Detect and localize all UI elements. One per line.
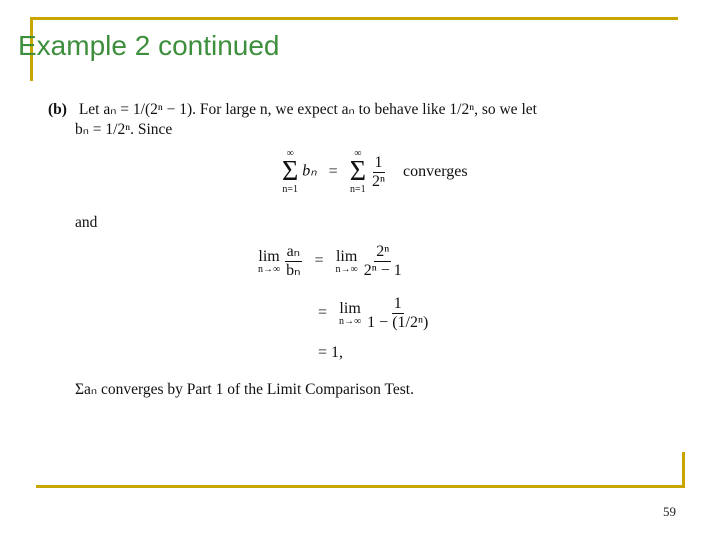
limit-line-1: lim n→∞ $\frac{\text{aₙ}}{\text{bₙ}}$ = lim n→∞ $\frac{\text{2ⁿ}}{\text{2ⁿ − 1}}$ <box>258 243 402 279</box>
sum-term-b: bₙ <box>302 162 317 180</box>
sum-operator: ∞ Σ n=1 <box>282 148 299 195</box>
limit-result: = 1, <box>318 344 344 361</box>
sum-equation <box>282 148 468 196</box>
intro-text-1: Let aₙ = 1/(2ⁿ − 1). For large n, we expect aₙ to behave like 1/2ⁿ, so we let <box>78 101 537 118</box>
page-number: 59 <box>663 504 676 519</box>
conclusion-text: Σaₙ converges by Part 1 of the Limit Comparison Test. <box>75 381 414 398</box>
sum-operator-2: ∞ Σ n=1 <box>349 148 366 195</box>
lim-operator: lim n→∞ <box>258 247 281 275</box>
intro-line-1 <box>48 101 537 119</box>
right-accent-bar <box>682 452 685 488</box>
equals-sign: = <box>328 162 338 180</box>
fraction-2: $\frac{\text{2ⁿ}}{\text{2ⁿ − 1}}$ <box>363 243 402 279</box>
slide-title: Example 2 continued <box>18 30 280 61</box>
converges-word: converges <box>403 162 468 180</box>
and-text: and <box>75 214 98 231</box>
lim-operator-2: lim n→∞ <box>335 247 358 275</box>
sum-fraction: $\frac{1}{\text{2ⁿ}}$ <box>372 153 386 190</box>
ratio-fraction: $\frac{\text{aₙ}}{\text{bₙ}}$ <box>286 243 301 279</box>
limit-line-2: = lim n→∞ $\frac{1}{\text{1 − (1/2ⁿ)}}$ <box>318 295 429 331</box>
fraction-3: $\frac{1}{\text{1 − (1/2ⁿ)}}$ <box>367 295 429 331</box>
bottom-accent-bar <box>36 485 684 488</box>
top-accent-bar <box>30 17 678 20</box>
intro-line-2: bₙ = 1/2ⁿ. Since <box>75 121 173 138</box>
lim-operator-3: lim n→∞ <box>339 299 362 327</box>
sum-upper: ∞ <box>286 148 294 159</box>
sum-lower: n=1 <box>282 184 298 195</box>
part-label: (b) <box>48 101 67 118</box>
